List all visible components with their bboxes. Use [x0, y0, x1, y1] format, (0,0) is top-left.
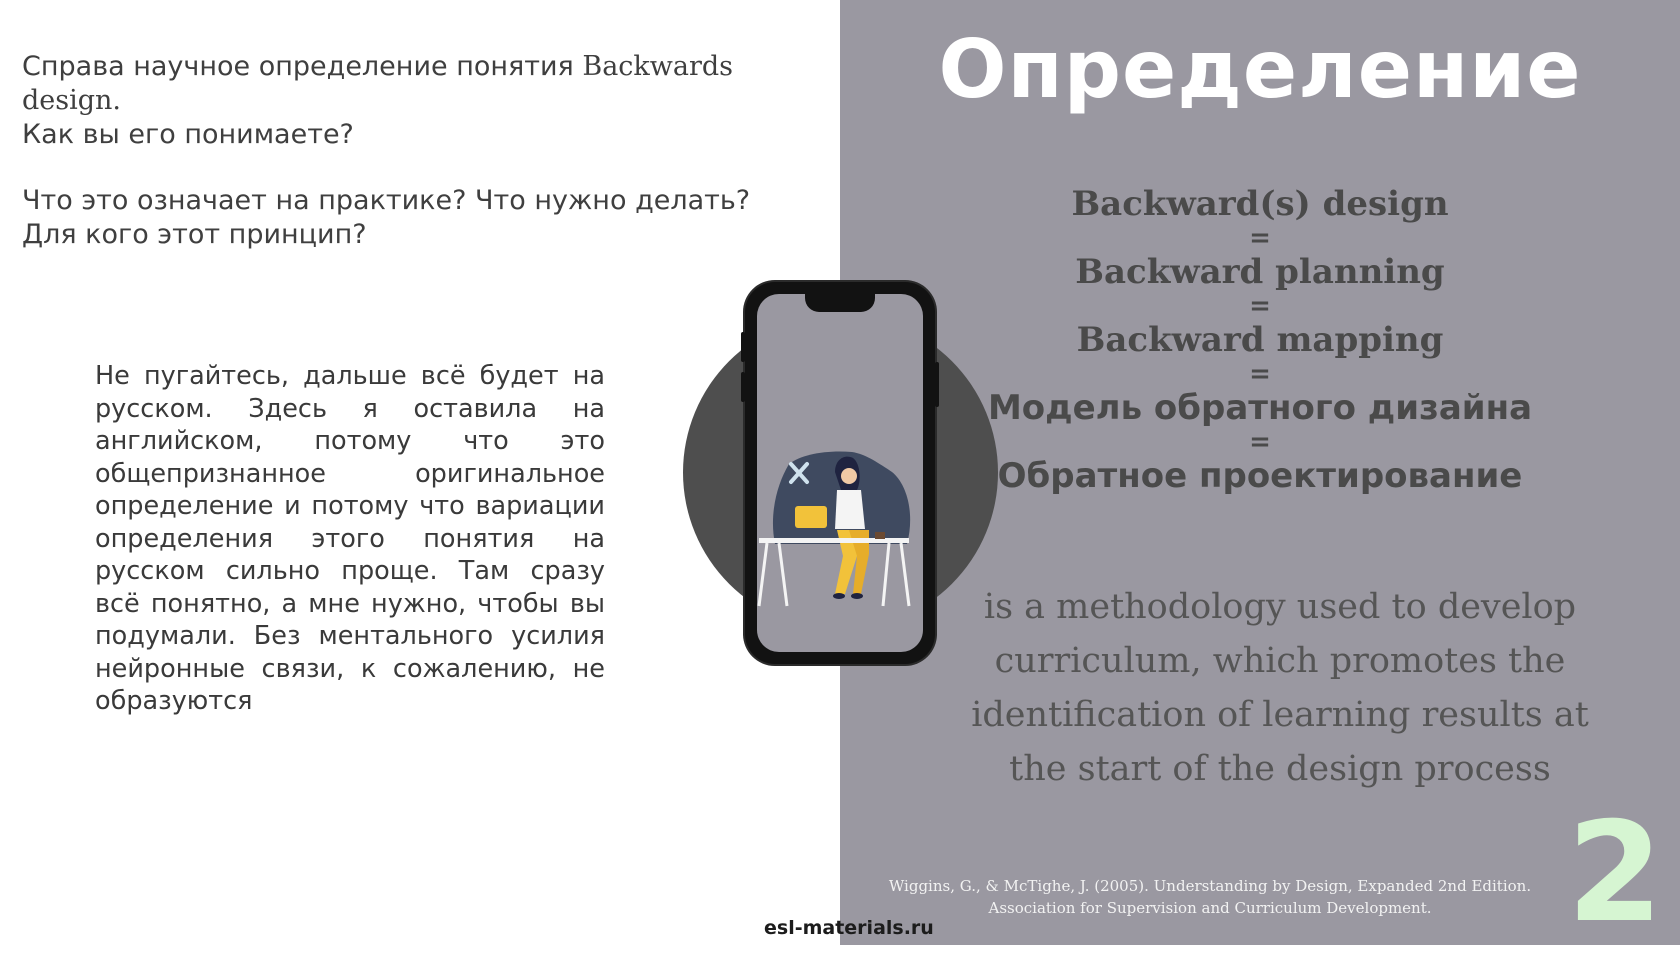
term-5: Обратное проектирование [997, 456, 1523, 496]
equals-sign: = [1249, 223, 1271, 253]
intro-term: Backwards design. [22, 51, 734, 116]
definition-text: is a methodology used to develop curriculum, which promotes the identification of learning results at the start of the design process [971, 587, 1589, 789]
intro-text [22, 50, 822, 284]
phone-side-button [741, 332, 745, 362]
intro-question-2: Что это означает на практике? Что нужно делать? Для кого этот принцип? [22, 185, 751, 250]
intro-question-1 [22, 50, 822, 152]
term-2: Backward planning [1075, 252, 1445, 292]
laptop-icon [795, 506, 827, 528]
citation-line-2: Association for Supervision and Curriculum Development. [988, 899, 1432, 917]
slide-title: Определение [938, 23, 1582, 116]
note-paragraph: Не пугайтесь, дальше всё будет на русском. Здесь я оставила на английском, потому что это общепризнанное оригинальное определение и потому что вариации определения этого понятия на русском сильно проще. Там сразу всё понятно, а мне нужно, чтобы вы подумали. Без ментального усилия нейронные связи, к сожалению, не образуются [95, 361, 605, 716]
page-number: 2 [1566, 792, 1664, 953]
equals-sign: = [1249, 359, 1271, 389]
equals-sign: = [1249, 291, 1271, 321]
intro-line1-text: Справа научное определение понятия [22, 51, 583, 82]
citation [870, 875, 1550, 919]
equals-sign: = [1249, 427, 1271, 457]
term-4: Модель обратного дизайна [987, 388, 1533, 428]
term-3: Backward mapping [1076, 320, 1444, 360]
term-equivalents [830, 184, 1680, 496]
site-watermark: esl-materials.ru [764, 917, 934, 939]
term-1: Backward(s) design [1071, 184, 1449, 224]
citation-line-1: Wiggins, G., & McTighe, J. (2005). Understanding by Design, Expanded 2nd Edition. [888, 877, 1532, 895]
intro-line1-rest: Как вы его понимаете? [22, 119, 354, 150]
phone-side-button [741, 372, 745, 402]
